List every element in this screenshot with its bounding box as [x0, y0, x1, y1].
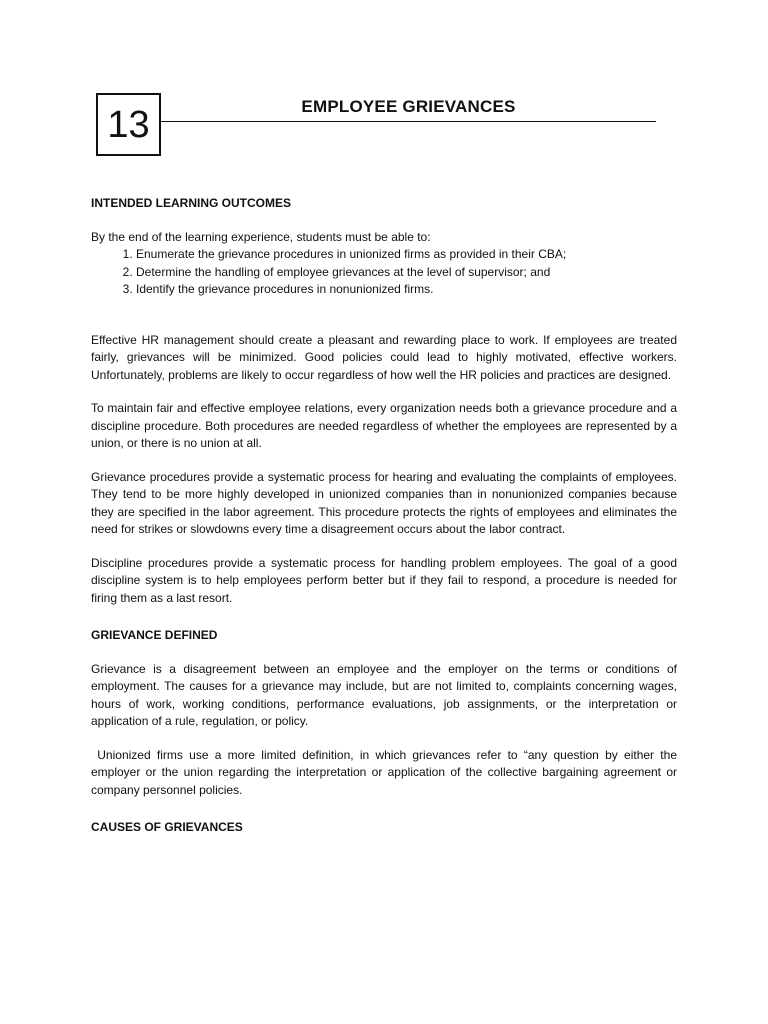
- chapter-number-box: [96, 93, 161, 156]
- body-paragraph: To maintain fair and effective employee relations, every organization needs both a grievance procedure and a discipline procedure. Both procedures are needed regardless of whether the employees are represented by a union, or there is no union at all.: [91, 401, 677, 450]
- outcomes-intro: By the end of the learning experience, students must be able to:: [91, 229, 431, 244]
- outcomes-list: [91, 246, 677, 299]
- chapter-title: EMPLOYEE GRIEVANCES: [301, 97, 516, 116]
- outcomes-heading: INTENDED LEARNING OUTCOMES: [91, 196, 292, 210]
- grievance-defined-paragraph: Grievance is a disagreement between an employee and the employer on the terms or conditions of employment. The causes for a grievance may include, but are not limited to, complaints concerning wages, hours of work, working conditions, performance evaluations, job assignments, or the interpretation or application of a rule, regulation, or policy.: [91, 661, 677, 728]
- body-paragraph: Discipline procedures provide a systematic process for handling problem employees. The goal of a good discipline system is to help employees perform better but if they fail to respond, a procedure is needed for firing them as a last resort.: [91, 555, 677, 605]
- body-paragraph: Grievance procedures provide a systematic process for hearing and evaluating the complaints of employees. They tend to be more highly developed in unionized companies than in nonunionized companies because they are specified in the labor agreement. This procedure protects the rights of employees and eliminates the need for strikes or slowdowns every time a disagreement occurs about the labor contract.: [91, 469, 677, 536]
- chapter-number: 13: [107, 103, 150, 146]
- outcome-item: 2. Determine the handling of employee grievances at the level of supervisor; and: [136, 264, 677, 282]
- grievance-defined-paragraph: Unionized firms use a more limited definition, in which grievances refer to “any question by either the employer or the union regarding the interpretation or application of the collective bargaining agreement or company personnel policies.: [91, 747, 681, 797]
- grievance-defined-heading: GRIEVANCE DEFINED: [91, 628, 218, 642]
- outcome-item: 1. Enumerate the grievance procedures in unionized firms as provided in their CBA;: [136, 246, 677, 264]
- document-content: [91, 195, 681, 837]
- causes-heading: CAUSES OF GRIEVANCES: [91, 820, 243, 834]
- body-paragraph: Effective HR management should create a pleasant and rewarding place to work. If employees are treated fairly, grievances will be minimized. Good policies could lead to highly motivated, effective workers. Unfortunately, problems are likely to occur regardless of how well the HR policies and practices are designed.: [91, 332, 677, 382]
- outcome-item: 3. Identify the grievance procedures in nonunionized firms.: [136, 281, 677, 299]
- chapter-title-rule: [161, 121, 656, 122]
